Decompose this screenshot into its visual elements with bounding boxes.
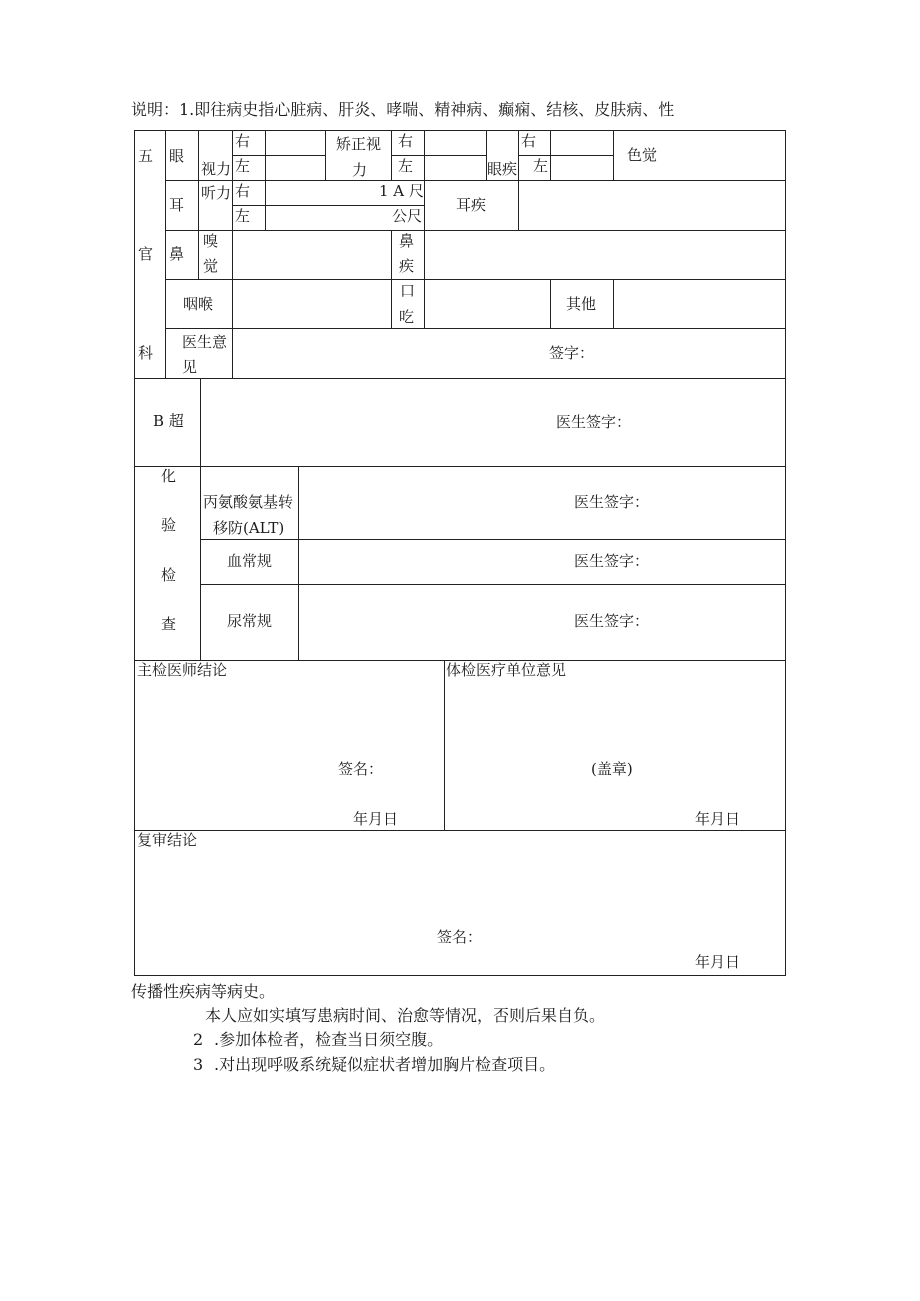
ed-divider-3 [613, 130, 614, 180]
throat-label: 咽喉 [183, 295, 214, 313]
ultrasound-divider [200, 378, 201, 466]
cv-left-label: 左 [398, 157, 414, 175]
footer-item-2-text: .参加体检者，检查当日须空腹。 [214, 1030, 444, 1049]
nose-label-divider [198, 230, 199, 279]
wuguan-label-char: 官 [138, 245, 154, 263]
vision-right-label: 右 [235, 132, 251, 150]
other-label: 其他 [566, 295, 597, 313]
nose-disease-label: 疾 [399, 257, 415, 275]
hearing-left-unit: 公尺 [392, 207, 423, 225]
header-note: 说明：1.即往病史指心脏病、肝炎、哮喘、精神病、癫痫、结核、皮肤病、性 [131, 100, 675, 119]
sublabel-divider [232, 130, 233, 378]
doctor-opinion-label: 医生意 [182, 333, 228, 351]
alt-row-bottom [200, 539, 786, 540]
ed-right-label: 右 [521, 132, 537, 150]
vision-label: 视力 [201, 160, 232, 178]
review-sign: 签名： [437, 928, 483, 946]
stutter-label: 吃 [399, 308, 415, 326]
unit-seal: (盖章) [591, 760, 633, 778]
ear-disease-label: 耳疾 [456, 196, 487, 214]
unit-opinion-label: 体检医疗单位意见 [446, 661, 567, 679]
footer-item-3-text: .对出现呼吸系统疑似症状者增加胸片检查项目。 [214, 1055, 556, 1074]
ultrasound-label: B 超 [153, 412, 184, 430]
ultrasound-bottom [134, 466, 786, 467]
ultrasound-sign: 医生签字： [556, 413, 632, 431]
eye-mid-line-3 [518, 155, 613, 156]
urine-label: 尿常规 [227, 612, 273, 630]
blood-row-bottom [200, 584, 786, 585]
review-date: 年月日 [695, 953, 741, 971]
blood-label: 血常规 [227, 552, 273, 570]
lab-divider-1 [200, 466, 201, 660]
throat-row-bottom [165, 328, 786, 329]
color-vision-label: 色觉 [627, 146, 658, 164]
lab-label-char: 检 [161, 566, 177, 584]
eye-mid-line-1 [232, 155, 325, 156]
nose-row-bottom [165, 279, 786, 280]
conclusion-bottom [134, 830, 786, 831]
wuguan-bottom [134, 378, 786, 379]
footer-line-2: 本人应如实填写患病时间、治愈等情况，否则后果自负。 [205, 1006, 606, 1025]
hearing-right-unit: 1 A 尺 [379, 182, 424, 200]
throat-divider-2 [613, 279, 614, 328]
main-conclusion-date: 年月日 [353, 810, 399, 828]
main-conclusion-sign: 签名： [338, 760, 384, 778]
alt-label: 移防(ALT) [213, 519, 285, 537]
alt-sign: 医生签字： [574, 493, 650, 511]
footer-line-1: 传播性疾病等病史。 [131, 982, 276, 1001]
wuguan-label-char: 科 [138, 344, 154, 362]
eye-row-bottom [165, 180, 786, 181]
corrected-vision-label: 矫正视 [336, 135, 382, 153]
cv-right-label: 右 [398, 132, 414, 150]
blood-sign: 医生签字： [574, 552, 650, 570]
eye-label-divider [198, 130, 199, 180]
smell-label: 觉 [203, 257, 219, 275]
ear-unit-divider [424, 180, 425, 230]
unit-opinion-date: 年月日 [695, 810, 741, 828]
throat-divider-1 [550, 279, 551, 328]
main-conclusion-label: 主检医师结论 [137, 661, 228, 679]
vision-left-label: 左 [235, 157, 251, 175]
eye-label: 眼 [169, 147, 185, 165]
stutter-label: 口 [400, 282, 416, 300]
lab-divider-2 [298, 466, 299, 660]
urine-sign: 医生签字： [574, 612, 650, 630]
alt-label: 丙氨酸氨基转 [203, 493, 294, 511]
eye-value-divider-2 [325, 130, 326, 180]
eye-mid-line-2 [391, 155, 486, 156]
nose-disease-label: 鼻 [399, 232, 415, 250]
ear-mid-line [232, 205, 424, 206]
ear-row-bottom [165, 230, 786, 231]
ear-label: 耳 [169, 196, 185, 214]
hearing-left-label: 左 [235, 207, 251, 225]
lab-label-char: 化 [161, 467, 177, 485]
footer-item-3-num: 3 [193, 1055, 204, 1074]
lab-label-char: 验 [161, 516, 177, 534]
wuguan-label-char: 五 [138, 147, 154, 165]
ed-left-label: 左 [533, 157, 549, 175]
wuguan-divider [165, 130, 166, 378]
lab-label-char: 查 [161, 615, 177, 633]
eye-disease-label: 眼疾 [487, 160, 518, 178]
smell-label: 嗅 [203, 232, 219, 250]
doctor-opinion-label: 见 [182, 358, 198, 376]
hearing-right-label: 右 [235, 182, 251, 200]
conclusion-divider [444, 660, 445, 830]
review-label: 复审结论 [137, 831, 198, 849]
ear-label-divider [198, 180, 199, 230]
nose-label: 鼻 [169, 245, 185, 263]
corrected-vision-label: 力 [352, 161, 368, 179]
hearing-label: 听力 [201, 184, 232, 202]
footer-item-2-num: 2 [193, 1030, 204, 1049]
doctor-opinion-sign: 签字： [549, 344, 595, 362]
